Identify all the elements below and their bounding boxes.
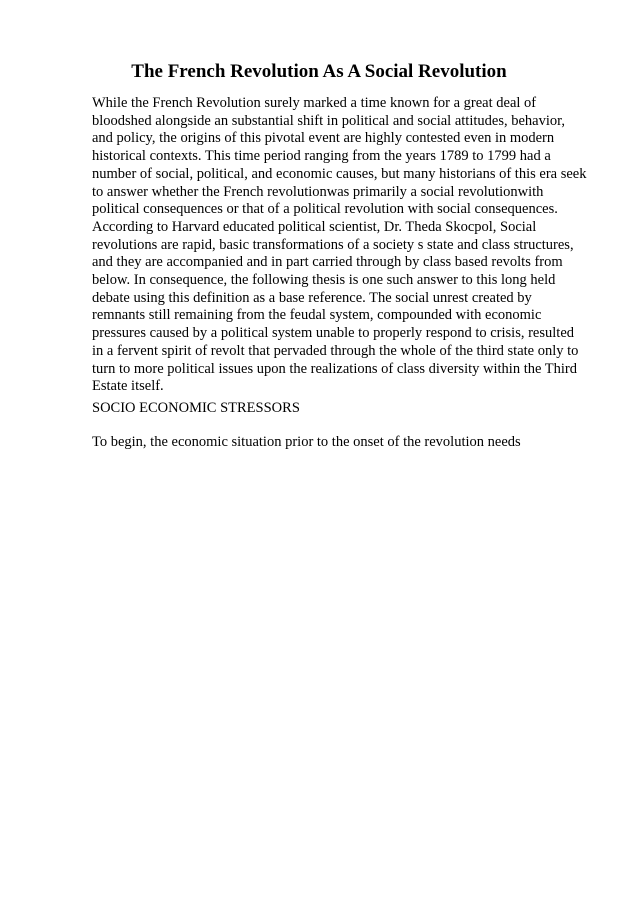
paragraph-line: political consequences or that of a political revolution with social consequences. [92, 201, 558, 218]
intro-paragraph [92, 95, 592, 396]
paragraph-line: in a fervent spirit of revolt that pervaded through the whole of the third state only to [92, 342, 579, 359]
paragraph-line: turn to more political issues upon the realizations of class diversity within the Third [92, 360, 577, 377]
paragraph-line: To begin, the economic situation prior to the onset of the revolution needs [92, 434, 521, 450]
paragraph-line: revolutions are rapid, basic transformations of a society s state and class structures, [92, 236, 574, 253]
paragraph-line: and policy, the origins of this pivotal event are highly contested even in modern [92, 130, 555, 147]
paragraph-line: While the French Revolution surely marked a time known for a great deal of [92, 95, 537, 111]
paragraph-line: pressures caused by a political system unable to properly respond to crisis, resulted [92, 325, 575, 342]
paragraph-line: to answer whether the French revolutionwas primarily a social revolutionwith [92, 183, 544, 200]
document-title: The French Revolution As A Social Revolution [131, 61, 507, 82]
paragraph-line: debate using this definition as a base reference. The social unrest created by [92, 289, 532, 306]
section-heading: SOCIO ECONOMIC STRESSORS [92, 400, 300, 416]
paragraph-line: historical contexts. This time period ranging from the years 1789 to 1799 had a [92, 148, 551, 165]
paragraph-line: According to Harvard educated political scientist, Dr. Theda Skocpol, Social [92, 218, 537, 235]
paragraph-line: Estate itself. [92, 378, 164, 395]
paragraph-line: remnants still remaining from the feudal system, compounded with economic [92, 307, 542, 324]
paragraph-line: bloodshed alongside an substantial shift in political and social attitudes, behavior, [92, 112, 565, 129]
second-paragraph [92, 434, 592, 452]
paragraph-line: number of social, political, and economic causes, but many historians of this era seek [92, 165, 587, 182]
paragraph-line: and they are accompanied and in part carried through by class based revolts from [92, 254, 563, 271]
paragraph-line: below. In consequence, the following thesis is one such answer to this long held [92, 272, 556, 289]
